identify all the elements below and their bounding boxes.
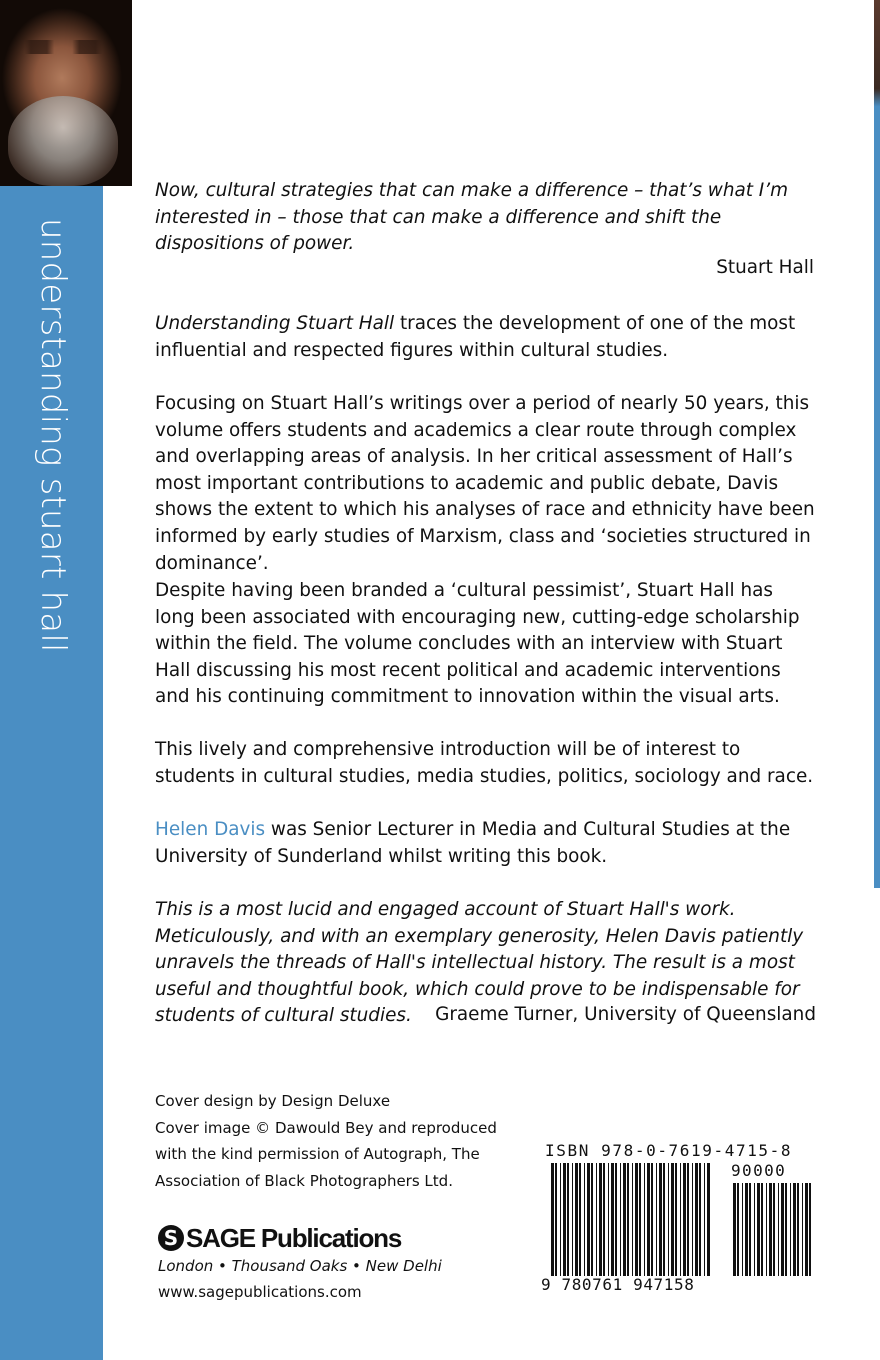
barcode-digits: 9 780761 947158 (541, 1275, 695, 1294)
barcode-bar (635, 1163, 638, 1276)
design-credit: Cover design by Design Deluxe (155, 1092, 391, 1110)
barcode-bar (769, 1183, 772, 1276)
barcode-addon (733, 1183, 813, 1276)
barcode-bar (805, 1183, 808, 1276)
barcode-bar (785, 1183, 787, 1276)
barcode-bar (608, 1163, 609, 1276)
barcode-bar (761, 1183, 763, 1276)
barcode-bar (790, 1183, 791, 1276)
barcode-bar (656, 1163, 657, 1276)
barcode-bar (639, 1163, 641, 1276)
barcode-bar (773, 1183, 775, 1276)
epigraph-attribution: Stuart Hall (716, 257, 814, 278)
barcode-bar (687, 1163, 689, 1276)
barcode-bar (555, 1163, 557, 1276)
price-addon-label: 90000 (731, 1161, 787, 1180)
cover-photo (0, 0, 132, 186)
barcode-bar (671, 1163, 674, 1276)
author-name: Helen Davis (155, 819, 266, 840)
barcode-bar (644, 1163, 645, 1276)
barcode-bar (627, 1163, 629, 1276)
image-credit: Cover image © Dawould Bey and reproduced with the kind permission of Autograph, The Association of Black Photographers Ltd. (155, 1118, 497, 1191)
barcode-bar (754, 1183, 755, 1276)
epigraph-quote: Now, cultural strategies that can make a difference – that’s what I’m interested in – those that can make a difference and shift the dispositions of power. (155, 180, 788, 255)
barcode-bar (797, 1183, 799, 1276)
barcode-bar (733, 1183, 736, 1276)
barcode-bar (563, 1163, 566, 1276)
barcode-bar (692, 1163, 693, 1276)
barcode-bar (579, 1163, 581, 1276)
barcode-bar (647, 1163, 650, 1276)
barcode-bar (623, 1163, 626, 1276)
description-paragraph-2: Focusing on Stuart Hall’s writings over a period of nearly 50 years, this volume offers students and academics a clear route through complex and overlapping areas of analysis. In her critical assessment of Hall’s most important contributions to academic and public debate, Davis shows the extent to which his analyses of race and ethnicity have been informed by early studies of Marxism, class and ‘societies structured in dominance’. (155, 393, 815, 574)
barcode-bar (757, 1183, 760, 1276)
barcode-bar (567, 1163, 569, 1276)
spine-title: understanding stuart hall (33, 218, 73, 653)
publisher-logo (158, 1221, 401, 1255)
barcode-bar (603, 1163, 605, 1276)
publisher-name: SAGE Publications (186, 1222, 402, 1253)
barcode-bar (620, 1163, 621, 1276)
photo-detail-beard (8, 96, 118, 186)
barcode-bar (659, 1163, 662, 1276)
description-paragraph-1 (155, 311, 817, 364)
barcode-bar (707, 1163, 710, 1276)
review-quote: This is a most lucid and engaged account of Stuart Hall's work. Meticulously, and with an exemplary generosity, Helen Davis patiently unravels the threads of Hall's intellectual history. The result is a most useful and thoughtful book, which could prove to be indispensable for students of cultural studies. (155, 899, 804, 1027)
barcode-bar (560, 1163, 561, 1276)
barcode-bar (749, 1183, 751, 1276)
isbn-label: ISBN 978-0-7619-4715-8 (545, 1141, 793, 1160)
review-attribution: Graeme Turner, University of Queensland (435, 1004, 816, 1025)
barcode-bar (551, 1163, 554, 1276)
barcode-bar (591, 1163, 593, 1276)
barcode-bar (680, 1163, 681, 1276)
photo-detail-eyes (20, 40, 110, 54)
barcode-bar (802, 1183, 803, 1276)
author-bio-text: was Senior Lecturer in Media and Cultural Studies at the University of Sunderland whilst writing this book. (155, 819, 791, 867)
barcode-bar (587, 1163, 590, 1276)
barcode-main (551, 1163, 711, 1276)
barcode-bar (632, 1163, 633, 1276)
barcode-bar (575, 1163, 578, 1276)
barcode-bar (675, 1163, 677, 1276)
sage-logo-icon: S (158, 1225, 184, 1251)
barcode-bar (668, 1163, 669, 1276)
barcode-bar (596, 1163, 597, 1276)
cover-credits (155, 1088, 515, 1195)
publisher-url: www.sagepublications.com (158, 1283, 362, 1301)
barcode-bar (651, 1163, 653, 1276)
barcode-bar (704, 1163, 705, 1276)
barcode-bar (611, 1163, 614, 1276)
barcode-bar (599, 1163, 602, 1276)
author-bio (155, 817, 817, 870)
barcode-bar (781, 1183, 784, 1276)
barcode-bar (809, 1183, 811, 1276)
barcode-bar (745, 1183, 748, 1276)
barcode-bar (742, 1183, 743, 1276)
barcode-bar (766, 1183, 767, 1276)
description-paragraph-3: Despite having been branded a ‘cultural pessimist’, Stuart Hall has long been associated with encouraging new, cutting-edge scholarship within the field. The volume concludes with an interview with Stuart Hall discussing his most recent political and academic interventions and his continuing commitment to innovation within the visual arts. (155, 580, 800, 708)
barcode-bar (572, 1163, 573, 1276)
description-paragraph-1-text: traces the development of one of the most influential and respected figures within cultural studies. (155, 313, 796, 361)
description-paragraph-4: This lively and comprehensive introduction will be of interest to students in cultural studies, media studies, politics, sociology and race. (155, 739, 814, 787)
barcode-bar (584, 1163, 585, 1276)
barcode-bar (683, 1163, 686, 1276)
right-edge-strip (874, 0, 880, 888)
book-title: Understanding Stuart Hall (155, 313, 395, 334)
barcode-bar (663, 1163, 665, 1276)
barcode-bar (778, 1183, 779, 1276)
barcode-bar (699, 1163, 701, 1276)
barcode-bar (615, 1163, 617, 1276)
barcode-bar (793, 1183, 796, 1276)
publisher-cities: London • Thousand Oaks • New Delhi (158, 1257, 442, 1275)
barcode-bar (737, 1183, 739, 1276)
barcode-bar (695, 1163, 698, 1276)
